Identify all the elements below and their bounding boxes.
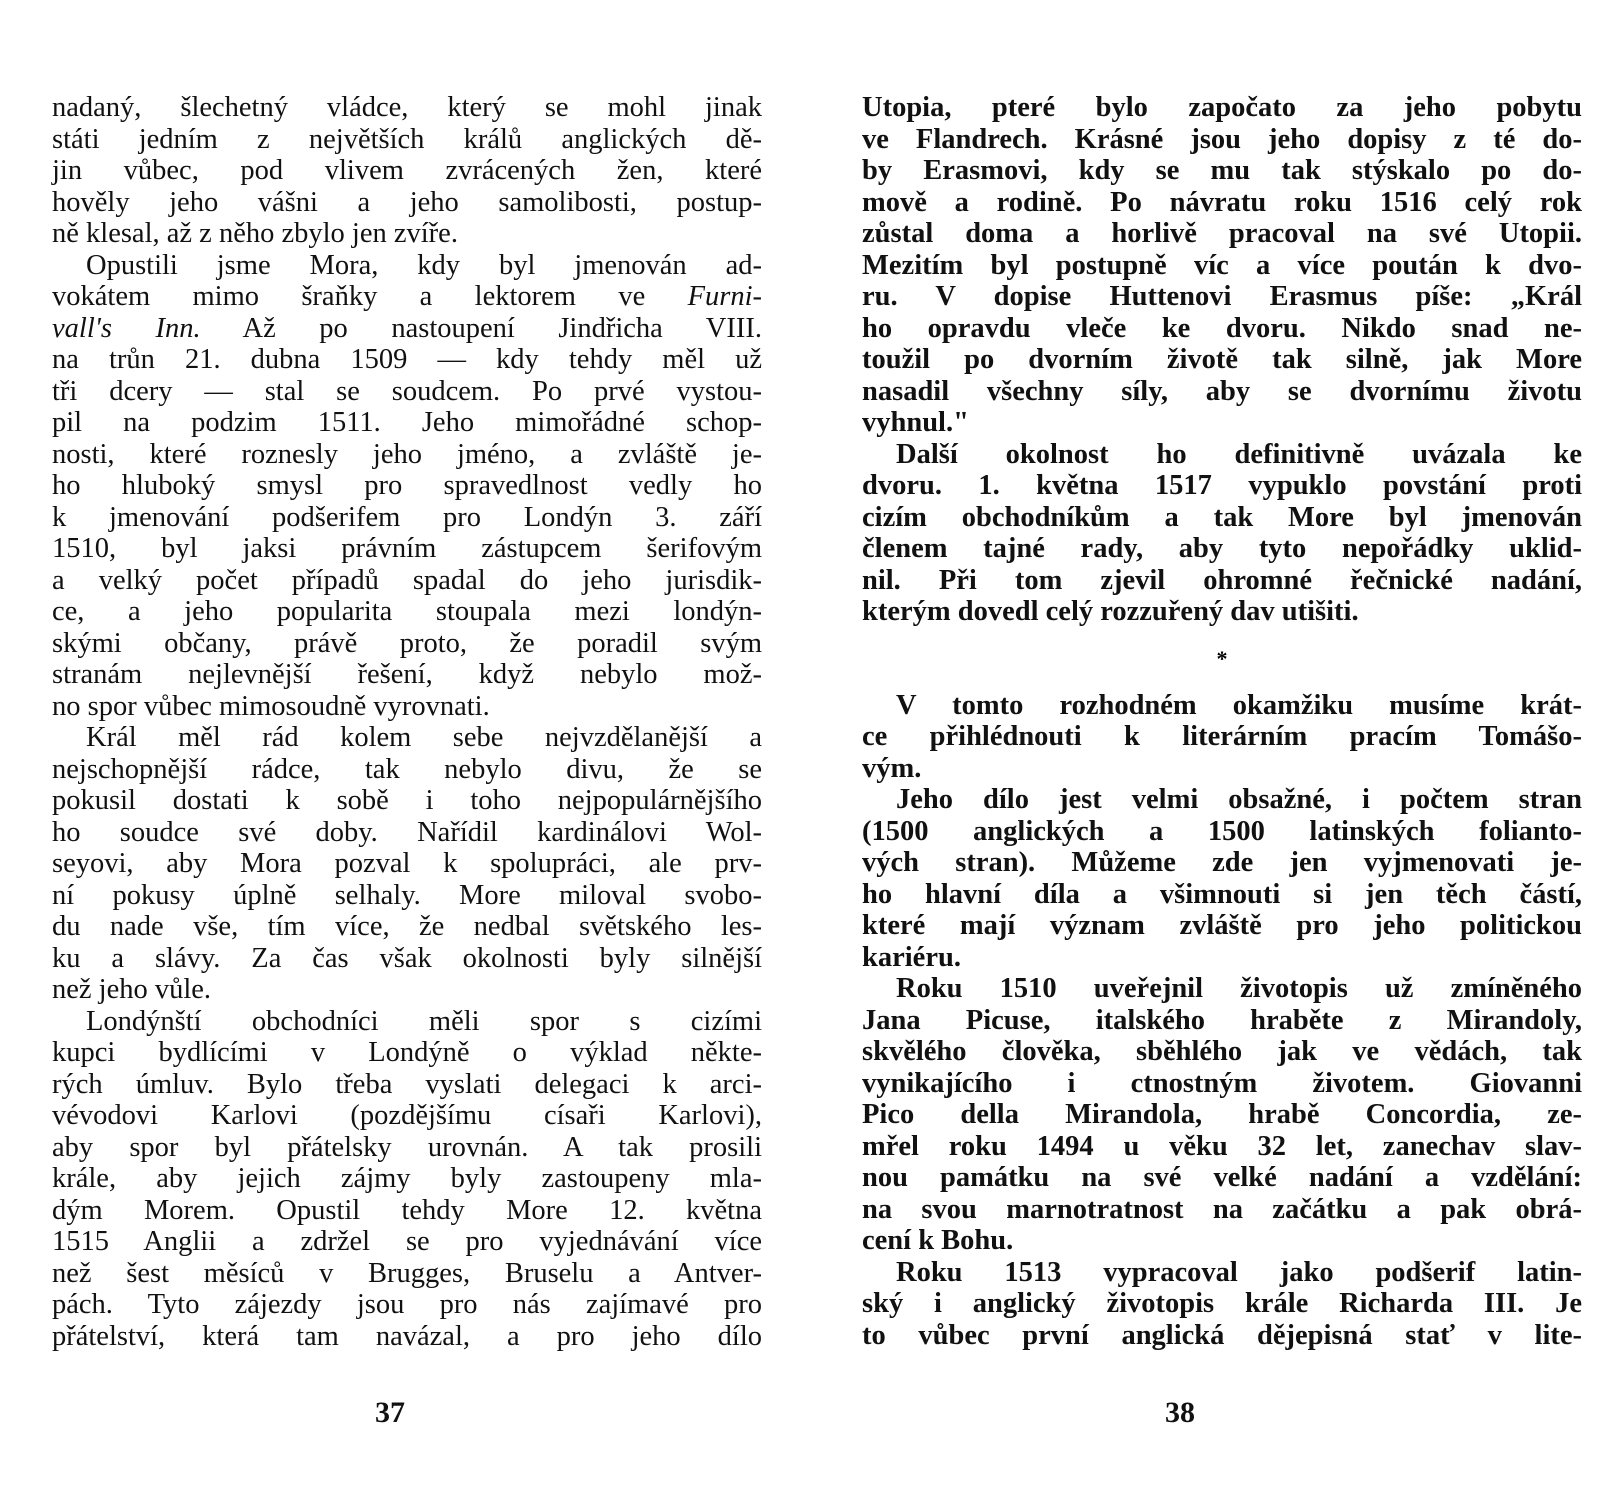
- text-line: ve Flandrech. Krásné jsou jeho dopisy z té do-: [862, 123, 1582, 155]
- text-line: Král měl rád kolem sebe nejvzdělanější a: [86, 722, 762, 753]
- text-line: krále, aby jejich zájmy byly zastoupeny mla-: [52, 1163, 762, 1194]
- text-line: přátelství, která tam navázal, a pro jeho dílo: [52, 1320, 762, 1352]
- text-line: na svou marnotratnost na začátku a pak obrá-: [862, 1193, 1582, 1225]
- text-line: vall's Inn. Až po nastoupení Jindřicha VIII.: [52, 312, 762, 344]
- text-line: ně klesal, až z něho zbylo jen zvíře.: [52, 218, 458, 249]
- text-line: nou památku na své velké nadání a vzdělání:: [862, 1162, 1582, 1193]
- italic-text: Furni-: [687, 281, 762, 312]
- text-line: pách. Tyto zájezdy jsou pro nás zajímavé pro: [52, 1289, 762, 1320]
- text-line: vým.: [862, 752, 922, 784]
- text-line: tři dcery — stal se soudcem. Po prvé vystou-: [52, 375, 762, 407]
- text-line: ho opravdu vleče ke dvoru. Nikdo snad ne-: [862, 312, 1582, 344]
- text-line: dvoru. 1. května 1517 vypuklo povstání proti: [862, 470, 1582, 501]
- text-line: Roku 1513 vypracoval jako podšerif latin-: [896, 1256, 1582, 1288]
- text-line: toužil po dvorním životě tak silně, jak More: [862, 344, 1582, 375]
- left-page: [52, 92, 762, 1352]
- text-line: kupci bydlícími v Londýně o výklad někte-: [52, 1037, 762, 1068]
- text-line: cizím obchodníkům a tak More byl jmenován: [862, 501, 1582, 533]
- text-line: pokusil dostati k sobě i toho nejpopulárnějšího: [52, 785, 762, 816]
- text-line: nejschopnější rádce, tak nebylo divu, že se: [52, 753, 762, 785]
- italic-text: vall's Inn.: [52, 312, 201, 344]
- text-line: jin vůbec, pod vlivem zvrácených žen, které: [52, 155, 762, 186]
- text-line: skvělého člověka, sběhlého jak ve vědách, tak: [862, 1036, 1582, 1067]
- text-line: vynikajícího i ctnostným životem. Giovanni: [862, 1067, 1582, 1099]
- text-line: vých stran). Můžeme zde jen vyjmenovati je-: [862, 847, 1582, 878]
- text-line: Jana Picuse, italského hraběte z Mirandoly,: [862, 1004, 1582, 1036]
- text-line: Jeho dílo jest velmi obsažné, i počtem stran: [896, 784, 1582, 815]
- text-line: skými občany, právě proto, že poradil svým: [52, 627, 762, 659]
- right-page-text-top: [862, 92, 1582, 628]
- text-line: seyovi, aby Mora pozval k spolupráci, ale prv-: [52, 848, 762, 879]
- text-line: státi jedním z největších králů anglických dě-: [52, 123, 762, 155]
- page-number-right: 38: [1165, 1396, 1195, 1429]
- text-line: to vůbec první anglická dějepisná stať v lite-: [862, 1319, 1582, 1351]
- text-line: k jmenování podšerifem pro Londýn 3. září: [52, 501, 762, 533]
- text-line: stranám nejlevnější řešení, když nebylo mož-: [52, 659, 762, 690]
- text-line: ský i anglický životopis krále Richarda III. Je: [862, 1288, 1582, 1319]
- left-page-text: [52, 92, 762, 1352]
- text-line: ho soudce své doby. Nařídil kardinálovi Wol-: [52, 816, 762, 848]
- text-line: mřel roku 1494 u věku 32 let, zanechav slav-: [862, 1130, 1582, 1162]
- text-line: které mají význam zvláště pro jeho politickou: [862, 910, 1582, 941]
- text-line: 1510, byl jaksi právním zástupcem šerifovým: [52, 533, 762, 564]
- text-line: cení k Bohu.: [862, 1225, 1014, 1256]
- text-line: Utopia, pteré bylo započato za jeho pobytu: [862, 92, 1582, 123]
- text-line: Pico della Mirandola, hrabě Concordia, ze-: [862, 1099, 1582, 1130]
- text-line: rých úmluv. Bylo třeba vyslati delegaci k arci-: [52, 1068, 762, 1100]
- text-line: ce přihlédnouti k literárním pracím Tomášo-: [862, 721, 1582, 752]
- text-line: vévodovi Karlovi (pozdějšímu císaři Karlovi),: [52, 1100, 762, 1131]
- text-line: nasadil všechny síly, aby se dvornímu životu: [862, 375, 1582, 407]
- text-line: pil na podzim 1511. Jeho mimořádné schop-: [52, 407, 762, 438]
- right-page: [862, 92, 1582, 1351]
- text-line: ru. V dopise Huttenovi Erasmus píše: „Král: [862, 281, 1582, 312]
- page-number-left: 37: [375, 1396, 405, 1429]
- text-line: du nade vše, tím více, že nedbal světského les-: [52, 911, 762, 942]
- text-line: nosti, které roznesly jeho jméno, a zvláště je-: [52, 438, 762, 470]
- text-line: nil. Při tom zjevil ohromné řečnické nadání,: [862, 564, 1582, 596]
- text-line: Další okolnost ho definitivně uvázala ke: [896, 438, 1582, 470]
- text-line: než šest měsíců v Brugges, Bruselu a Antver-: [52, 1257, 762, 1289]
- text-line: hověly jeho vášni a jeho samolibosti, postup-: [52, 186, 762, 218]
- text-line: V tomto rozhodném okamžiku musíme krát-: [896, 689, 1582, 721]
- text-line: ho hluboký smysl pro spravedlnost vedly ho: [52, 470, 762, 501]
- text-line: by Erasmovi, kdy se mu tak stýskalo po do-: [862, 155, 1582, 186]
- text-line: 1515 Anglii a zdržel se pro vyjednávání více: [52, 1226, 762, 1257]
- text-line: ní pokusy úplně selhaly. More miloval svobo-: [52, 879, 762, 911]
- text-line: a velký počet případů spadal do jeho jurisdik-: [52, 564, 762, 596]
- text-line: Londýnští obchodníci měli spor s cizími: [86, 1005, 762, 1037]
- text-line: no spor vůbec mimosoudně vyrovnati.: [52, 690, 490, 722]
- text-line: nadaný, šlechetný vládce, který se mohl jinak: [52, 92, 762, 123]
- text-line: než jeho vůle.: [52, 974, 212, 1005]
- text-line: na trůn 21. dubna 1509 — kdy tehdy měl už: [52, 344, 762, 375]
- text-line: členem tajné rady, aby tyto nepořádky uklid-: [862, 533, 1582, 564]
- text-line: zůstal doma a horlivě pracoval na své Utopii.: [862, 218, 1582, 249]
- text-line: kterým dovedl celý rozzuřený dav utišiti.: [862, 596, 1359, 627]
- text-line: Roku 1510 uveřejnil životopis už zmíněného: [896, 973, 1582, 1004]
- text-line: vyhnul.": [862, 407, 969, 438]
- right-page-text-bottom: [862, 690, 1582, 1352]
- text-line: ce, a jeho popularita stoupala mezi londýn-: [52, 596, 762, 627]
- text-line: Opustili jsme Mora, kdy byl jmenován ad-: [86, 249, 762, 281]
- text-line: kariéru.: [862, 941, 961, 973]
- text-line: dým Morem. Opustil tehdy More 12. května: [52, 1194, 762, 1226]
- text-line: ho hlavní díla a všimnouti si jen těch částí,: [862, 878, 1582, 910]
- text-line: (1500 anglických a 1500 latinských folianto-: [862, 815, 1582, 847]
- section-separator: *: [1216, 645, 1228, 671]
- text-line: vokátem mimo šraňky a lektorem ve Furni-: [52, 281, 762, 312]
- text-line: Mezitím byl postupně víc a více poután k dvo-: [862, 249, 1582, 281]
- text-line: aby spor byl přátelsky urovnán. A tak prosili: [52, 1131, 762, 1163]
- text-line: mově a rodině. Po návratu roku 1516 celý rok: [862, 186, 1582, 218]
- text-line: ku a slávy. Za čas však okolnosti byly silnější: [52, 942, 762, 974]
